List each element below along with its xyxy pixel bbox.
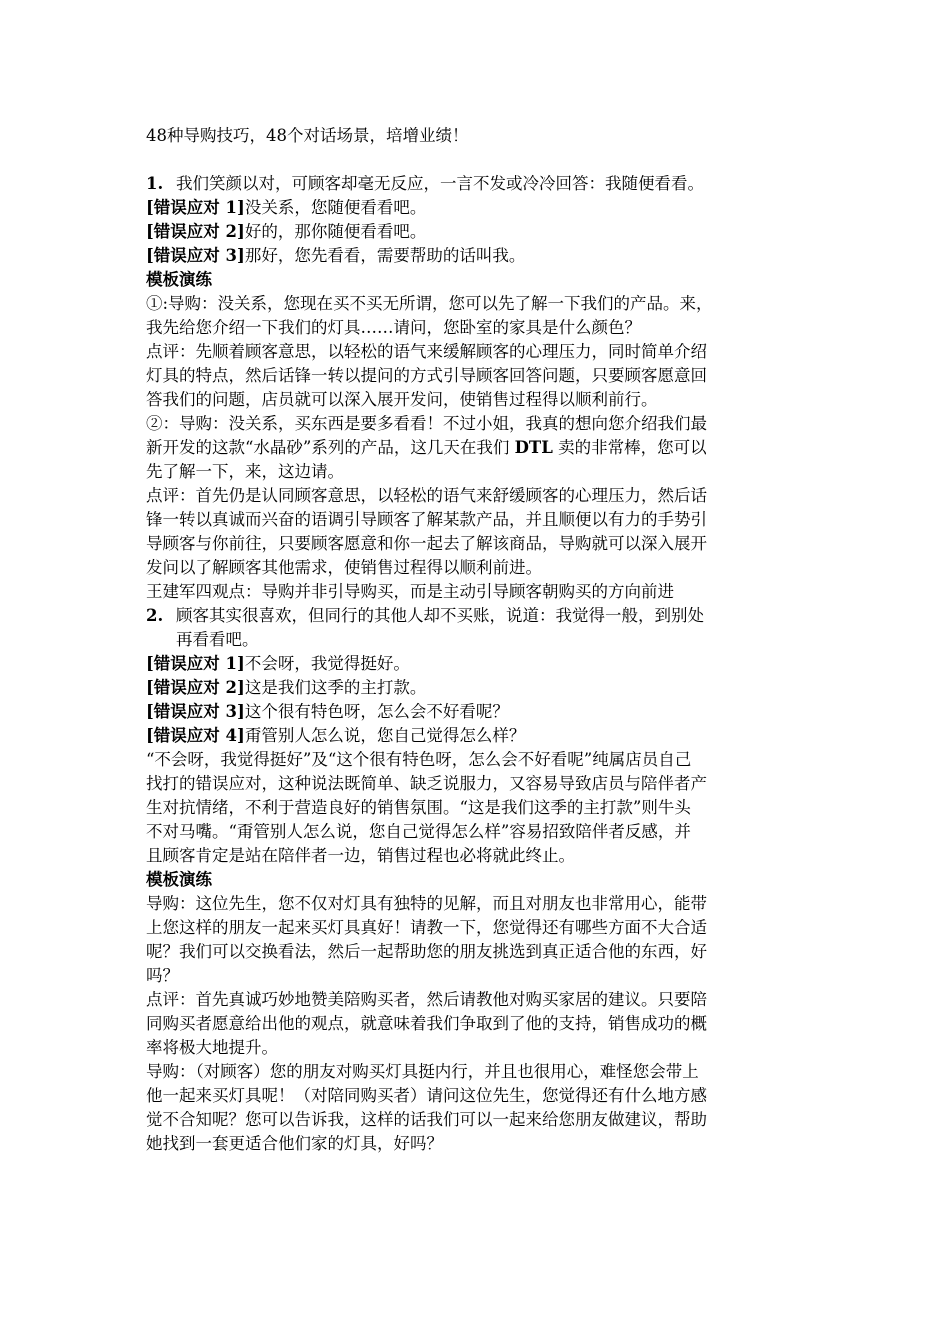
guide-dialogue-2: 导购：（对顾客）您的朋友对购买灯具挺内行，并且也很用心，难怪您会带上 他一起来买灯具呢！（对陪同购买者）请问这位先生，您觉得还有什么地方感 觉不合知呢？您可以告诉我，这样的话我们可以一起来给您朋友做建议，帮助 她找到一套更适合他们家的灯具，好吗？ <box>146 1062 707 1153</box>
section-1-heading: 1. 我们笑颜以对，可顾客却毫无反应，一言不发或冷冷回答：我随便看看。 <box>146 174 704 193</box>
wrong-response-1: [错误应对 1]不会呀，我觉得挺好。 <box>146 654 410 673</box>
wrong-response-2: [错误应对 2]好的，那你随便看看吧。 <box>146 222 427 241</box>
analysis-paragraph: “不会呀，我觉得挺好”及“这个很有特色呀，怎么会不好看呢”纯属店员自己 找打的错误应对，这种说法既简单、缺乏说服力，又容易导致店员与陪伴者产 生对抗情绪，不利于营造良好的销售氛围。“这是我们这季的主打款”则牛头 不对马嘴。“甭管别人怎么说，您自己觉得怎么样”容易招致陪伴者反感，并 且顾客肯定是站在陪伴者一边，销售过程也必将就此终止。 <box>146 750 707 865</box>
template-dialogue-2: ②：导购：没关系，买东西是要多看看！不过小姐，我真的想向您介绍我们最 新开发的这款“水晶砂”系列的产品，这几天在我们 DTL 卖的非常棒，您可以 先了解一下，来，这边请。 <box>146 414 707 481</box>
wrong-response-2: [错误应对 2]这是我们这季的主打款。 <box>146 678 427 697</box>
viewpoint: 王建军四观点：导购并非引导购买，而是主动引导顾客朝购买的方向前进 <box>146 582 674 601</box>
document-title: 48种导购技巧，48个对话场景，培增业绩！ <box>146 126 469 145</box>
wrong-response-3: [错误应对 3]这个很有特色呀，怎么会不好看呢？ <box>146 702 509 721</box>
template-label: 模板演练 <box>146 270 212 289</box>
section-2-heading: 2. 顾客其实很喜欢，但同行的其他人却不买账，说道：我觉得一般，到别处 再看看吧。 <box>146 606 704 649</box>
guide-dialogue-1: 导购：这位先生，您不仅对灯具有独特的见解，而且对朋友也非常用心，能带 上您这样的朋友一起来买灯具真好！请教一下，您觉得还有哪些方面不大合适 呢？我们可以交换看法，然后一起帮助您的朋友挑选到真正适合他的东西，好 吗？ <box>146 894 707 985</box>
comment-3: 点评：首先真诚巧妙地赞美陪购买者，然后请教他对购买家居的建议。只要陪 同购买者愿意给出他的观点，就意味着我们争取到了他的支持，销售成功的概 率将极大地提升。 <box>146 990 707 1057</box>
wrong-response-3: [错误应对 3]那好，您先看看，需要帮助的话叫我。 <box>146 246 526 265</box>
wrong-response-4: [错误应对 4]甭管别人怎么说，您自己觉得怎么样？ <box>146 726 526 745</box>
template-dialogue-1: ①:导购：没关系，您现在买不买无所谓，您可以先了解一下我们的产品。来， 我先给您介绍一下我们的灯具……请问，您卧室的家具是什么颜色？ <box>146 294 713 337</box>
wrong-response-1: [错误应对 1]没关系，您随便看看吧。 <box>146 198 427 217</box>
document-body <box>146 172 814 1156</box>
template-label: 模板演练 <box>146 870 212 889</box>
comment-2: 点评：首先仍是认同顾客意思，以轻松的语气来舒缓顾客的心理压力，然后话 锋一转以真诚而兴奋的语调引导顾客了解某款产品，并且顺便以有力的手势引 导顾客与你前往，只要顾客愿意和你一起去了解该商品，导购就可以深入展开 发问以了解顾客其他需求，使销售过程得以顺利前进。 <box>146 486 707 577</box>
comment-1: 点评：先顺着顾客意思，以轻松的语气来缓解顾客的心理压力，同时简单介绍 灯具的特点，然后话锋一转以提问的方式引导顾客回答问题，只要顾客愿意回 答我们的问题，店员就可以深入展开发问，使销售过程得以顺利前行。 <box>146 342 707 409</box>
